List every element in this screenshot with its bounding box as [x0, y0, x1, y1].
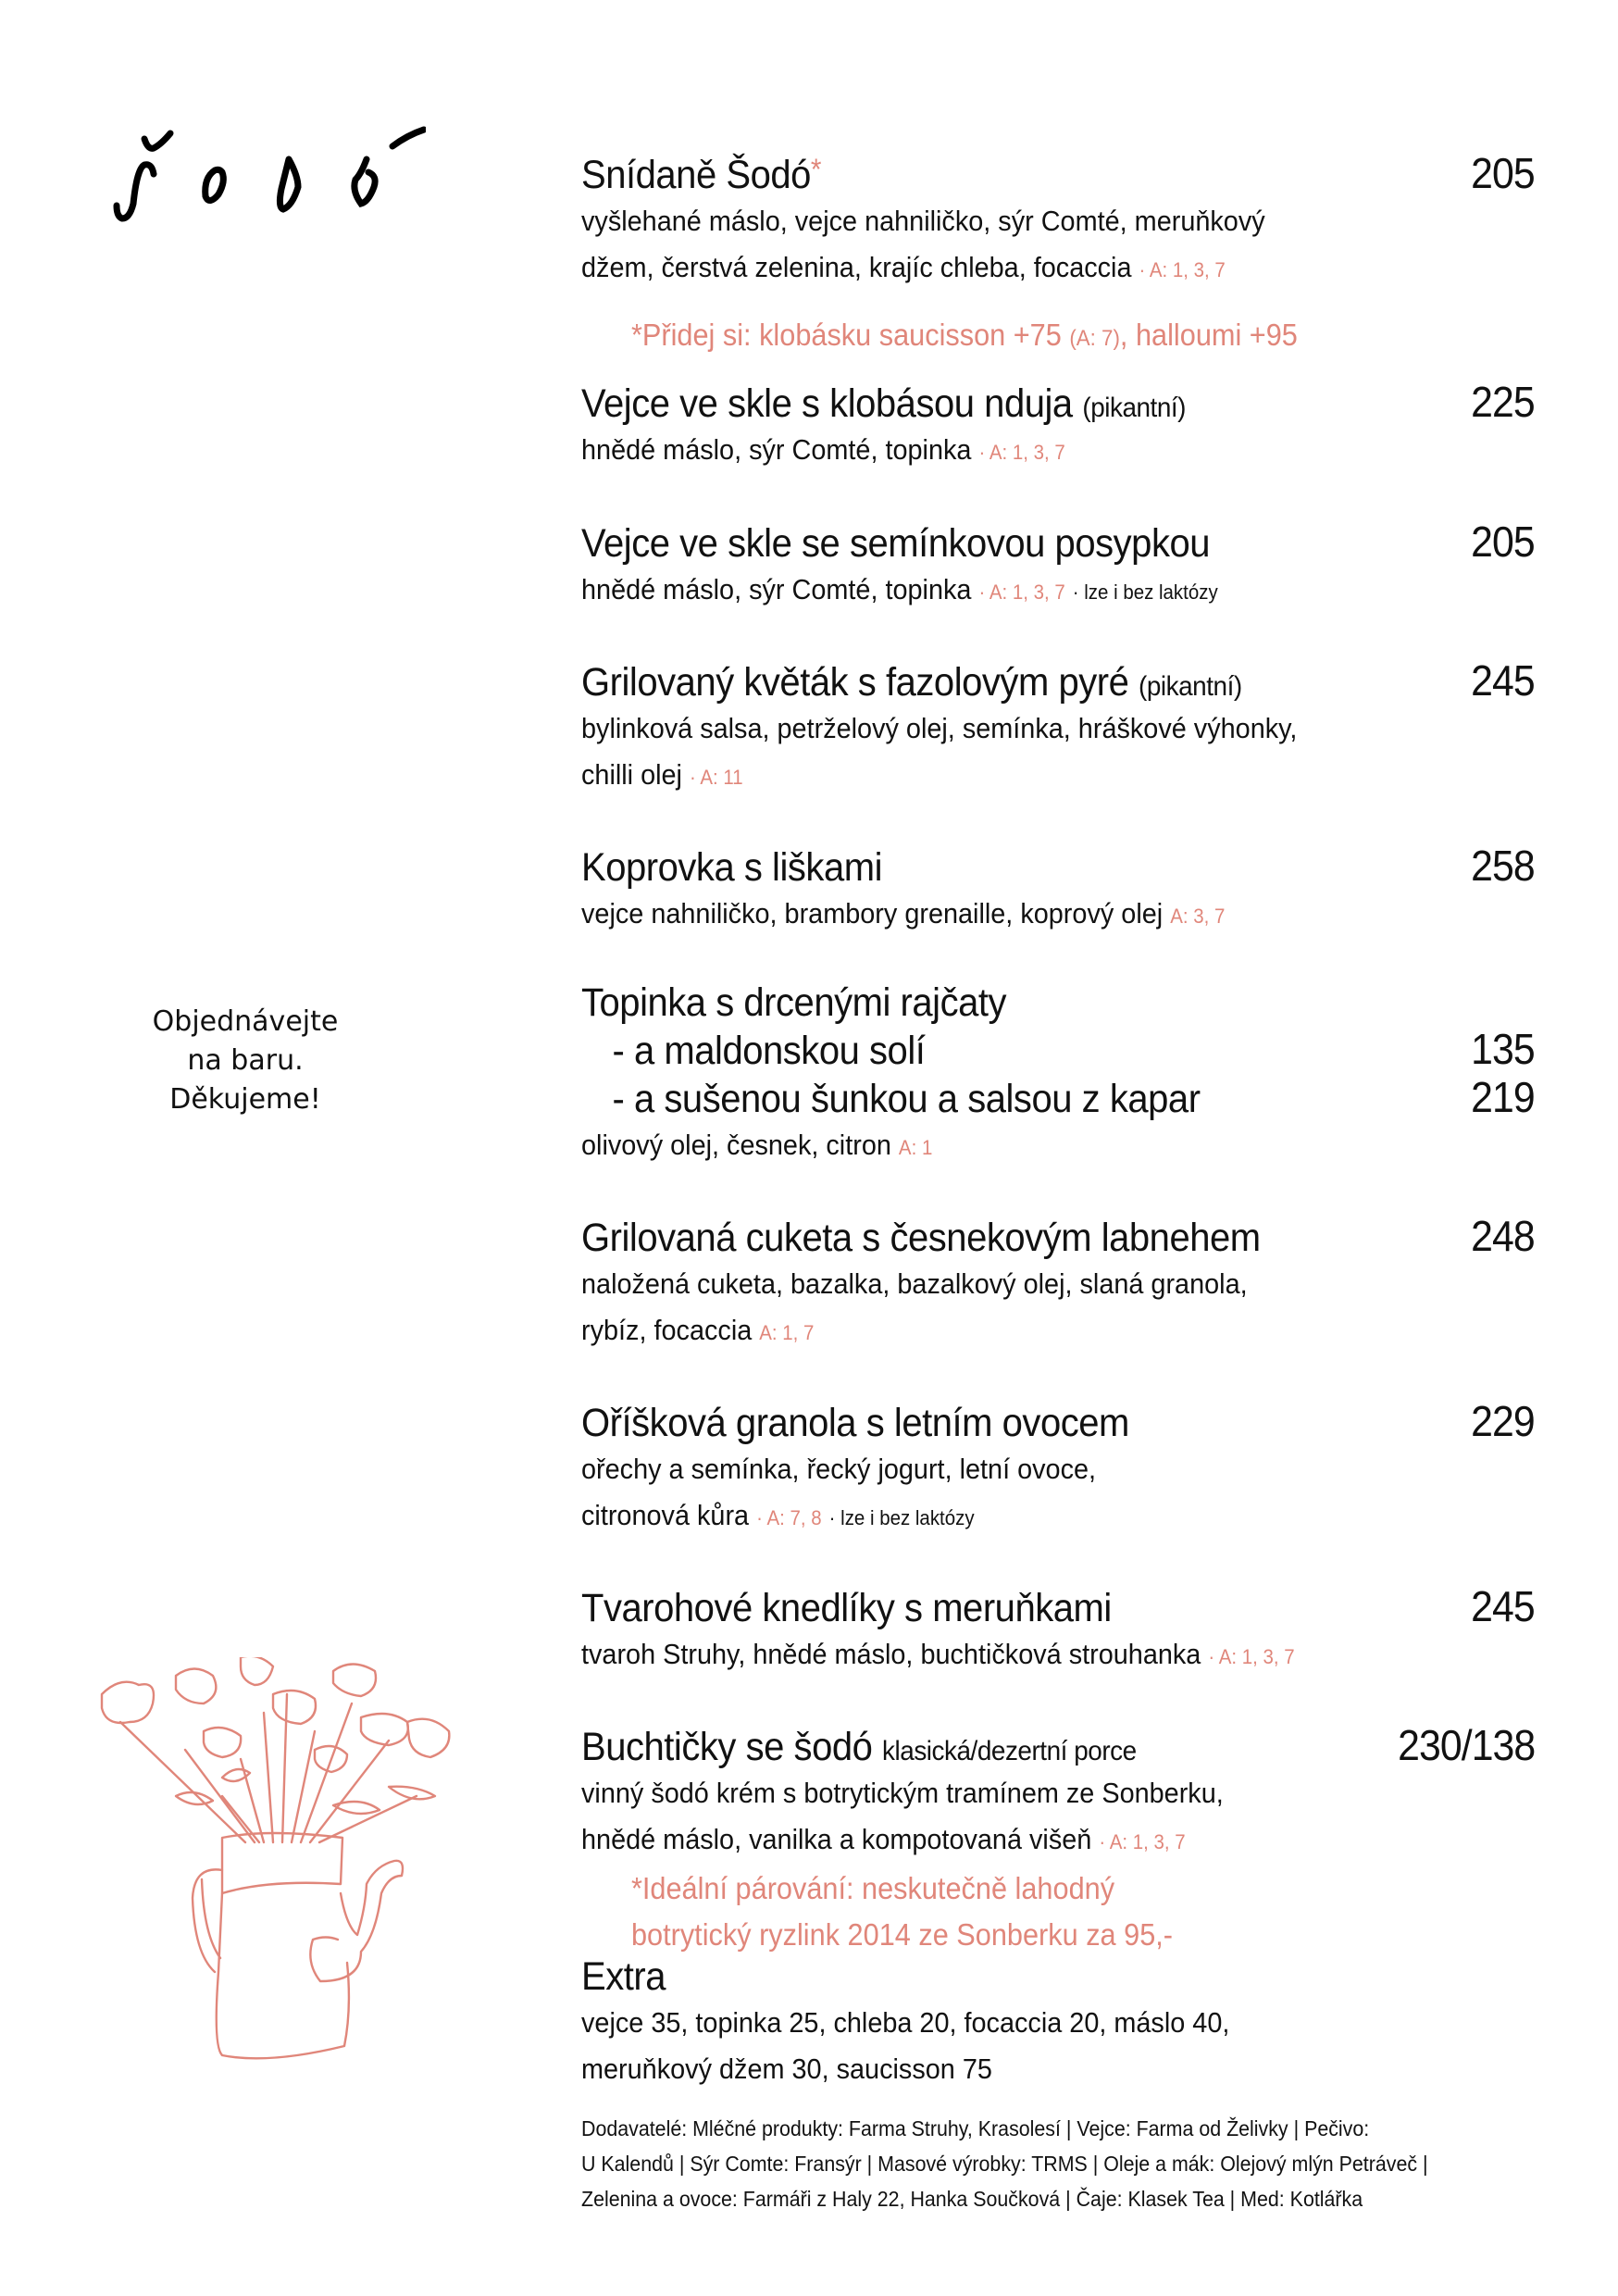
addon-note: *Přidej si: klobásku saucisson +75 (A: 7), halloumi +95	[630, 318, 1298, 352]
item-description: vejce nahniličko, brambory grenaille, koprový olej A: 3, 7	[581, 897, 1226, 930]
item-description: rybíz, focaccia A: 1, 7	[581, 1314, 815, 1346]
allergens: · A: 1, 3, 7	[1208, 1645, 1295, 1668]
variant-label: - a maldonskou solí	[612, 1029, 926, 1073]
allergens: · A: 7, 8	[756, 1506, 822, 1529]
item-price: 205	[1471, 149, 1535, 197]
allergens: A: 1, 7	[759, 1321, 815, 1344]
item-price: 258	[1471, 842, 1535, 890]
lactose-free-note: · lze i bez laktózy	[1072, 580, 1218, 604]
item-price: 230/138	[1397, 1721, 1535, 1769]
suppliers-section	[581, 2111, 1535, 2216]
item-description: tvaroh Struhy, hnědé máslo, buchtičková strouhanka · A: 1, 3, 7	[581, 1638, 1295, 1670]
sodo-logo	[56, 102, 426, 231]
item-description: vinný šodó krém s botrytickým tramínem ze Sonberku,	[581, 1777, 1224, 1809]
allergens: · A: 1, 3, 7	[978, 441, 1065, 464]
item-price: 245	[1471, 1582, 1535, 1630]
item-description: džem, čerstvá zelenina, krajíc chleba, focaccia · A: 1, 3, 7	[581, 251, 1226, 283]
allergens: · A: 11	[689, 766, 743, 789]
menu-item	[581, 1720, 1535, 1958]
menu-item	[581, 1581, 1535, 1720]
item-description: hnědé máslo, sýr Comté, topinka · A: 1, 3, 7 · lze i bez laktózy	[581, 573, 1218, 605]
variant-label: - a sušenou šunkou a salsou z kapar	[612, 1077, 1201, 1121]
order-at-bar-note	[120, 1003, 370, 1119]
sidenote-line: Objednávejte	[152, 1005, 339, 1038]
item-description: ořechy a semínka, řecký jogurt, letní ovoce,	[581, 1453, 1097, 1485]
item-title: Topinka s drcenými rajčaty	[581, 980, 1007, 1025]
extras-line: vejce 35, topinka 25, chleba 20, focaccia 20, máslo 40,	[581, 2006, 1230, 2039]
item-price: 205	[1471, 518, 1535, 566]
menu-item	[581, 1211, 1535, 1396]
allergens: · A: 1, 3, 7	[1099, 1830, 1186, 1853]
lactose-free-note: · lze i bez laktózy	[828, 1506, 975, 1529]
extras-title: Extra	[581, 1954, 666, 1999]
pairing-note: botrytický ryzlink 2014 ze Sonberku za 95,-	[630, 1917, 1174, 1952]
allergens: A: 3, 7	[1170, 905, 1226, 928]
item-title: Grilovaný květák s fazolovým pyré (pikantní)	[581, 660, 1242, 705]
item-price: 248	[1471, 1212, 1535, 1260]
menu-item	[581, 517, 1535, 655]
menu-list	[581, 148, 1535, 2216]
pairing-note: *Ideální párování: neskutečně lahodný	[630, 1871, 1115, 1905]
item-title: Vejce ve skle s klobásou nduja (pikantní)	[581, 381, 1187, 426]
variant-price: 135	[1471, 1025, 1535, 1073]
allergens: · A: 1, 3, 7	[1139, 258, 1226, 281]
suppliers-line: Zelenina a ovoce: Farmáři z Haly 22, Hanka Součková | Čaje: Klasek Tea | Med: Kotlářka	[581, 2187, 1363, 2211]
item-price: 245	[1471, 656, 1535, 705]
menu-item	[581, 377, 1535, 517]
flower-teapot-illustration	[83, 1657, 472, 2213]
item-title: Vejce ve skle se semínkovou posypkou	[581, 521, 1211, 566]
variant-price: 219	[1471, 1073, 1535, 1121]
menu-item	[581, 1396, 1535, 1581]
item-description: citronová kůra · A: 7, 8 · lze i bez laktózy	[581, 1499, 975, 1531]
menu-item	[581, 148, 1535, 317]
item-description: chilli olej · A: 11	[581, 758, 743, 791]
suppliers-line: Dodavatelé: Mléčné produkty: Farma Struhy, Krasolesí | Vejce: Farma od Želivky | Pečivo:	[581, 2116, 1370, 2140]
item-description: bylinková salsa, petrželový olej, semínka, hráškové výhonky,	[581, 712, 1298, 744]
item-title: Buchtičky se šodó klasická/dezertní porce	[581, 1725, 1137, 1769]
item-title: Snídaně Šodó*	[581, 153, 822, 197]
sidenote-line: na baru.	[187, 1044, 304, 1077]
item-description: naložená cuketa, bazalka, bazalkový olej, slaná granola,	[581, 1267, 1248, 1300]
item-description: hnědé máslo, vanilka a kompotovaná višeň · A: 1, 3, 7	[581, 1823, 1186, 1855]
item-title: Tvarohové knedlíky s meruňkami	[581, 1586, 1112, 1630]
menu-item	[581, 655, 1535, 841]
suppliers-line: U Kalendů | Sýr Comte: Fransýr | Masové výrobky: TRMS | Oleje a mák: Olejový mlýn Petráveč |	[581, 2152, 1428, 2176]
sidenote-line: Děkujeme!	[169, 1083, 321, 1116]
item-title: Grilovaná cuketa s česnekovým labnehem	[581, 1216, 1261, 1260]
item-description: hnědé máslo, sýr Comté, topinka · A: 1, 3, 7	[581, 433, 1065, 466]
item-description: vyšlehané máslo, vejce nahniličko, sýr Comté, meruňkový	[581, 205, 1265, 237]
allergens: · A: 1, 3, 7	[978, 580, 1065, 604]
item-price: 229	[1471, 1397, 1535, 1445]
extras-section	[581, 1954, 1535, 2092]
menu-item	[581, 980, 1535, 1211]
item-description: olivový olej, česnek, citron A: 1	[581, 1129, 933, 1161]
menu-item	[581, 841, 1535, 980]
item-title: Koprovka s liškami	[581, 845, 882, 890]
item-title: Oříšková granola s letním ovocem	[581, 1401, 1129, 1445]
allergens: A: 1	[898, 1136, 933, 1159]
item-price: 225	[1471, 378, 1535, 426]
extras-line: meruňkový džem 30, saucisson 75	[581, 2053, 992, 2085]
